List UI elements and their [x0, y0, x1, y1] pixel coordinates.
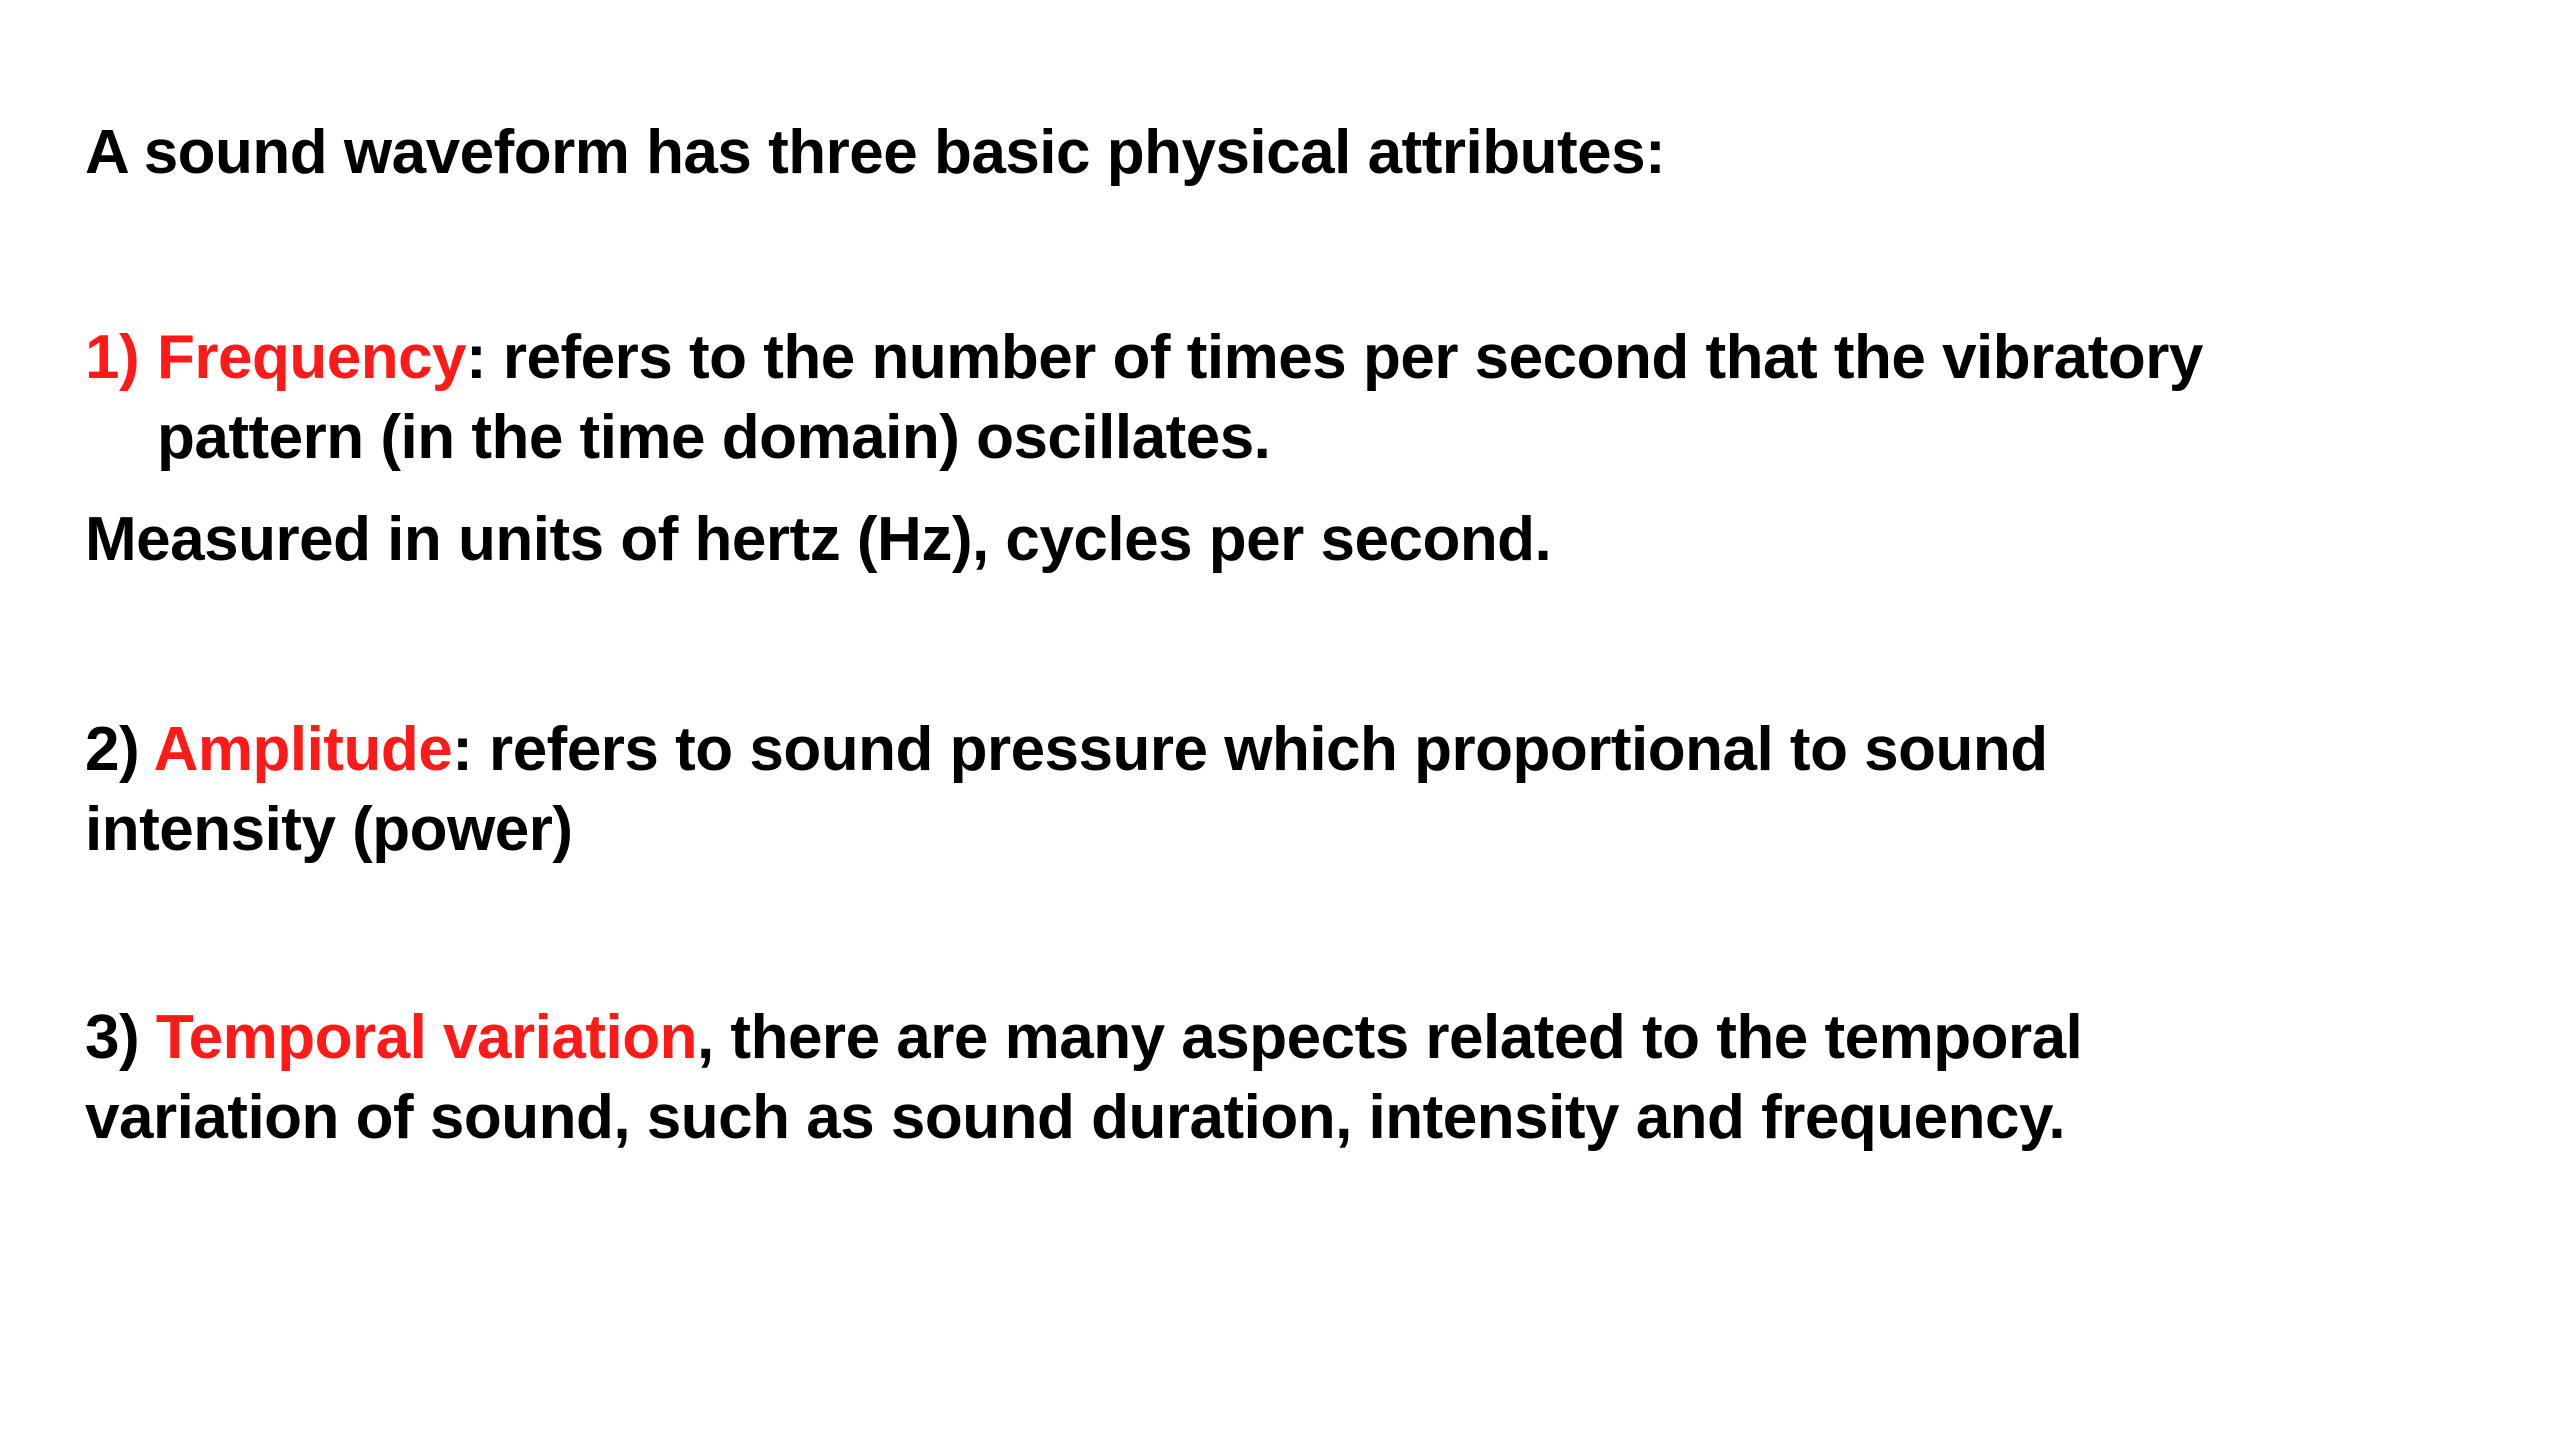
- item-2-description: : refers to sound pressure which proportional to sound: [452, 715, 2048, 784]
- item-3-number: 3): [85, 1003, 140, 1072]
- item-2-term: Amplitude: [153, 715, 453, 784]
- item-3-term: Temporal variation: [155, 1003, 697, 1072]
- item-1-description: : refers to the number of times per second that the vibratory: [466, 323, 2203, 392]
- item-2-number: 2): [85, 715, 140, 784]
- item-2-description-continued: intensity (power): [85, 795, 573, 864]
- item-3-line-1: [85, 998, 2082, 1078]
- item-3-line-2: [85, 1078, 2065, 1158]
- item-3-description: , there are many aspects related to the temporal: [696, 1003, 2083, 1072]
- item-3-description-continued: variation of sound, such as sound duration, intensity and frequency.: [85, 1083, 2066, 1152]
- item-2-line-1: [85, 710, 2048, 790]
- item-2-line-2: [85, 790, 573, 870]
- slide-heading: [85, 113, 1665, 193]
- item-1-note: [85, 500, 1551, 580]
- item-1-note-text: Measured in units of hertz (Hz), cycles per second.: [85, 505, 1552, 574]
- item-1-line-2: [157, 398, 1270, 478]
- item-1-number: 1): [85, 323, 140, 392]
- item-1-description-continued: pattern (in the time domain) oscillates.: [157, 403, 1271, 472]
- item-1-line-1: [85, 318, 2203, 398]
- item-1-term: Frequency: [157, 323, 467, 392]
- heading-text: A sound waveform has three basic physical attributes:: [85, 118, 1666, 187]
